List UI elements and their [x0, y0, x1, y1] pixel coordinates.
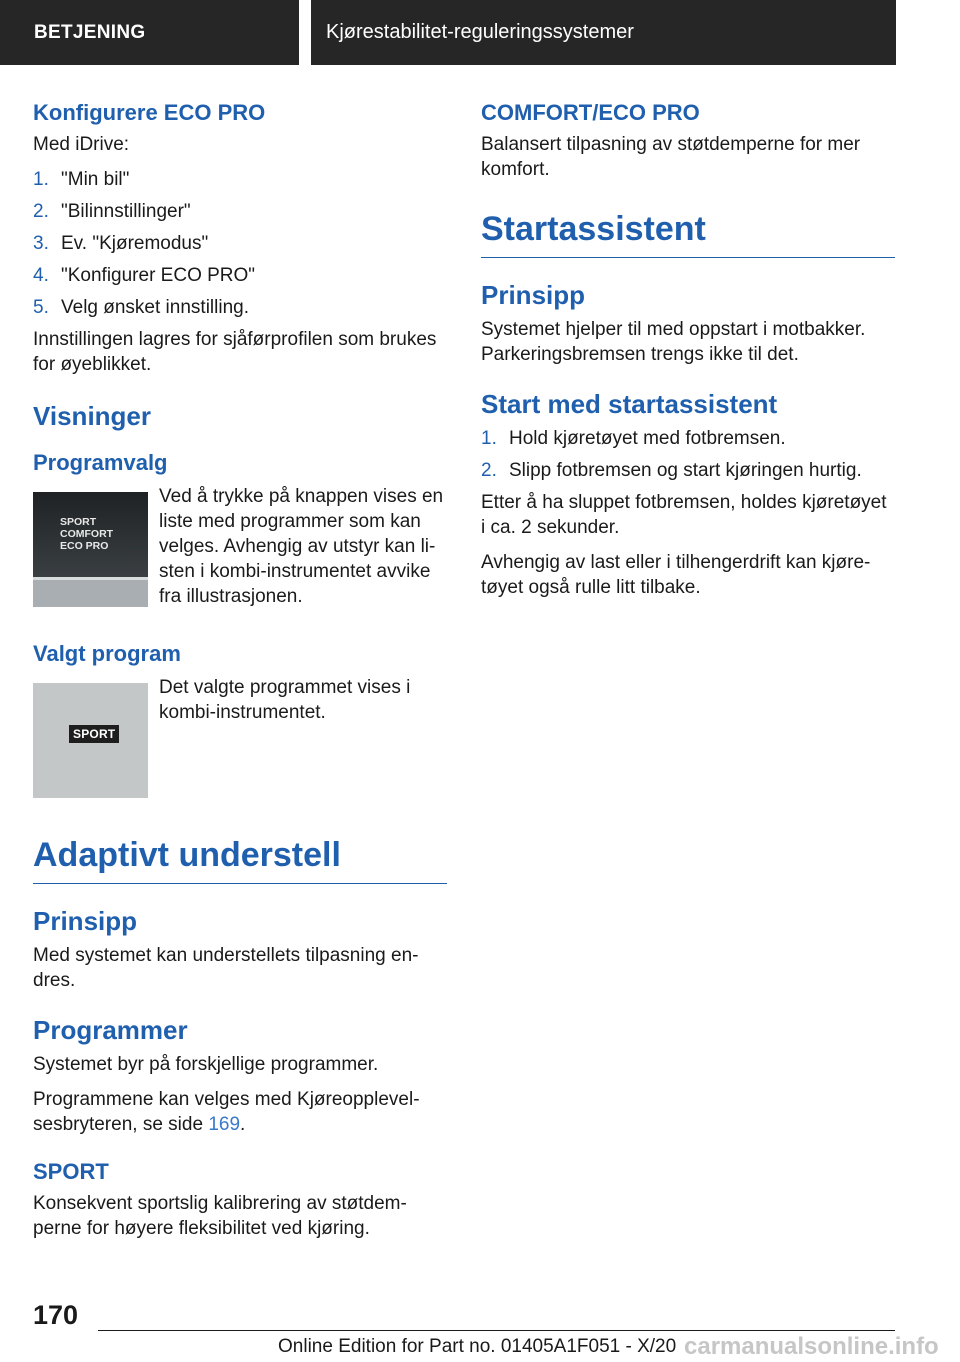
start-steps	[481, 426, 895, 483]
step-number: 5.	[33, 297, 49, 318]
sport-heading: SPORT	[33, 1159, 109, 1184]
valgt-program-text: Det valgte programmet vises i kombi-instrumentet.	[159, 677, 411, 723]
step-number: 1.	[33, 169, 49, 190]
program-list-text: SPORT COMFORT ECO PRO	[60, 516, 114, 552]
step-number: 3.	[33, 233, 49, 254]
visninger-heading: Visninger	[33, 401, 152, 431]
adaptivt-heading: Adaptivt understell	[33, 836, 447, 884]
right-column	[481, 100, 895, 610]
step-number: 2.	[481, 460, 497, 481]
watermark: carmanualsonline.info	[684, 1333, 939, 1360]
programvalg-figure-row	[33, 486, 447, 609]
left-column	[33, 100, 447, 1251]
selected-program-tag: SPORT	[69, 725, 119, 743]
start-note1: Etter å ha sluppet fotbremsen, holdes kjøretøyet i ca. 2 sekunder.	[481, 492, 887, 538]
programvalg-heading: Programvalg	[33, 450, 168, 475]
startassistent-section	[481, 210, 895, 600]
startassistent-prinsipp-text: Systemet hjelper til med oppstart i motbakker. Parkeringsbremsen trengs ikke til det.	[481, 319, 866, 365]
eco-config-heading: Konfigurere ECO PRO	[33, 100, 266, 125]
list-item	[481, 458, 895, 483]
sport-text: Konsekvent sportslig kalibrering av støtdemperne for høyere fleksibilitet ved kjøring.	[33, 1193, 407, 1239]
eco-config-note: Innstillingen lagres for sjåførprofilen som brukes for øyeblikket.	[33, 329, 437, 375]
start-med-heading: Start med startassistent	[481, 389, 778, 419]
list-item	[33, 199, 447, 224]
startassistent-prinsipp-heading: Prinsipp	[481, 280, 586, 310]
header-section-label: BETJENING	[34, 21, 146, 43]
header-chapter-label: Kjørestabilitet-reguleringssystemer	[326, 21, 634, 43]
list-item	[33, 167, 447, 192]
adaptivt-section	[33, 836, 447, 1241]
step-text: "Konfigurer ECO PRO"	[61, 265, 256, 286]
comfort-eco-heading: COMFORT/ECO PRO	[481, 100, 700, 125]
adaptivt-prinsipp-heading: Prinsipp	[33, 906, 138, 936]
startassistent-heading: Startassistent	[481, 210, 895, 258]
step-number: 1.	[481, 428, 497, 449]
step-text: Slipp fotbremsen og start kjøringen hurtig.	[509, 460, 862, 481]
valgt-figure-row	[33, 677, 447, 798]
eco-config-intro: Med iDrive:	[33, 134, 130, 155]
selected-program-image	[33, 683, 148, 798]
comfort-eco-text: Balansert tilpasning av støtdemperne for mer komfort.	[481, 134, 861, 180]
step-text: Ev. "Kjøremodus"	[61, 233, 209, 254]
step-text: "Min bil"	[61, 169, 130, 190]
footer-edition: Online Edition for Part no. 01405A1F051 - X/20	[278, 1336, 677, 1357]
step-number: 4.	[33, 265, 49, 286]
list-item	[481, 426, 895, 451]
start-note2: Avhengig av last eller i tilhengerdrift kan kjøretøyet også rulle litt tilbake.	[481, 552, 871, 598]
step-text: Hold kjøretøyet med fotbremsen.	[509, 428, 786, 449]
comfort-eco-section	[481, 100, 895, 182]
programvalg-text: Ved å trykke på knappen vises en liste med programmer som kan velges. Avhengig av utstyr kan listen i kombi-instrumentet avvike fra illustrasjonen.	[159, 486, 444, 607]
header-chapter-tab	[311, 0, 896, 65]
adaptivt-prinsipp-text: Med systemet kan understellets tilpasning endres.	[33, 945, 419, 991]
program-list-image	[33, 492, 148, 607]
eco-config-steps	[33, 167, 447, 320]
footer-divider	[98, 1330, 895, 1331]
valgt-program-heading: Valgt program	[33, 641, 181, 666]
programmer-text2: Programmene kan velges med Kjøreopplevelsesbryteren, se side 169.	[33, 1089, 420, 1135]
programmer-text1: Systemet byr på forskjellige programmer.	[33, 1054, 379, 1075]
step-text: Velg ønsket innstilling.	[61, 297, 249, 318]
page-number: 170	[33, 1300, 79, 1330]
list-item	[33, 263, 447, 288]
step-number: 2.	[33, 201, 49, 222]
header-section-tab	[0, 0, 299, 65]
page-link-169[interactable]: 169	[208, 1114, 241, 1135]
visninger-section	[33, 401, 447, 798]
eco-config-section	[33, 100, 447, 377]
list-item	[33, 295, 447, 320]
list-item	[33, 231, 447, 256]
programmer-heading: Programmer	[33, 1015, 188, 1045]
step-text: "Bilinnstillinger"	[61, 201, 191, 222]
